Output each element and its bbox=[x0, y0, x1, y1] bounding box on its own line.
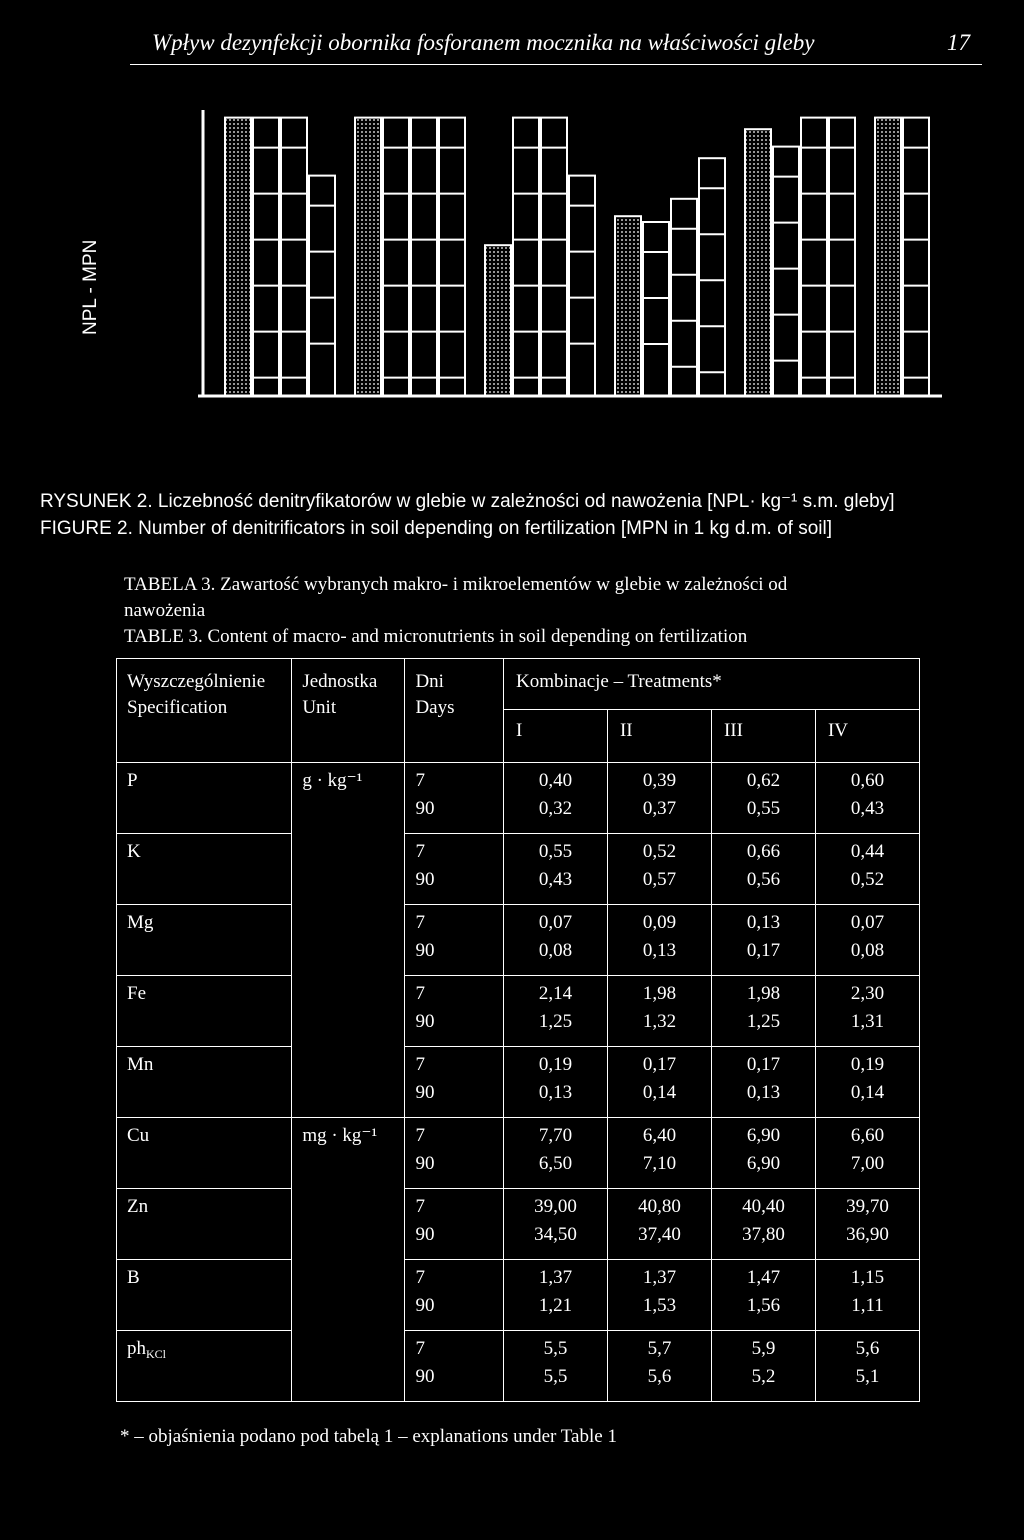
value: 0,43 bbox=[850, 798, 885, 819]
spec-cell bbox=[117, 1118, 292, 1189]
value-cell-I bbox=[503, 905, 607, 976]
value-cell-I bbox=[503, 1331, 607, 1402]
value: 1,32 bbox=[642, 1011, 677, 1032]
value: 0,40 bbox=[538, 770, 573, 791]
value-cell-IV bbox=[815, 763, 919, 834]
value: 0,19 bbox=[850, 1054, 885, 1075]
value: 1,11 bbox=[851, 1295, 884, 1316]
value: 2,30 bbox=[850, 983, 885, 1004]
value: 0,07 bbox=[538, 912, 573, 933]
bar bbox=[439, 118, 465, 396]
value: 0,55 bbox=[538, 841, 573, 862]
bar bbox=[411, 118, 437, 396]
table-footnote: * – objaśnienia podano pod tabelą 1 – explanations under Table 1 bbox=[120, 1426, 617, 1447]
spec-cell bbox=[117, 834, 292, 905]
value: 1,56 bbox=[746, 1295, 781, 1316]
days-value: 7 bbox=[415, 1196, 425, 1217]
value: 1,25 bbox=[538, 1011, 573, 1032]
value: 0,08 bbox=[850, 940, 885, 961]
element-symbol: Cu bbox=[127, 1125, 150, 1146]
element-symbol: Mn bbox=[127, 1054, 154, 1075]
value-cell-IV bbox=[815, 976, 919, 1047]
value: 34,50 bbox=[534, 1224, 577, 1245]
value-cell-III bbox=[711, 976, 815, 1047]
value: 0,60 bbox=[850, 770, 885, 791]
unit-cell bbox=[292, 834, 405, 905]
value: 0,32 bbox=[538, 798, 573, 819]
value-cell-I bbox=[503, 976, 607, 1047]
value: 5,5 bbox=[543, 1366, 568, 1387]
value: 0,14 bbox=[850, 1082, 885, 1103]
value: 1,53 bbox=[642, 1295, 677, 1316]
bar bbox=[541, 118, 567, 396]
element-symbol: ph bbox=[127, 1338, 146, 1359]
days-value: 7 bbox=[415, 1125, 425, 1146]
nutrient-table bbox=[116, 658, 920, 1402]
value-cell-III bbox=[711, 834, 815, 905]
value: 1,98 bbox=[746, 983, 781, 1004]
days-cell bbox=[405, 1331, 504, 1402]
bar bbox=[383, 118, 409, 396]
value-cell-III bbox=[711, 905, 815, 976]
unit-label bbox=[302, 976, 404, 980]
value: 0,52 bbox=[850, 869, 885, 890]
element-symbol: K bbox=[127, 841, 141, 862]
value: 7,70 bbox=[538, 1125, 573, 1146]
value: 0,57 bbox=[642, 869, 677, 890]
element-symbol: B bbox=[127, 1267, 140, 1288]
unit-cell bbox=[292, 1047, 405, 1118]
value: 6,90 bbox=[746, 1125, 781, 1146]
spec-cell bbox=[117, 1189, 292, 1260]
page-number: 17 bbox=[947, 30, 970, 55]
bar bbox=[513, 118, 539, 396]
unit-label: mg · kg⁻¹ bbox=[302, 1125, 378, 1146]
value: 0,17 bbox=[746, 940, 781, 961]
bar-chart bbox=[60, 90, 960, 420]
value-cell-I bbox=[503, 1118, 607, 1189]
bar bbox=[281, 118, 307, 396]
value: 7,10 bbox=[642, 1153, 677, 1174]
value: 0,19 bbox=[538, 1054, 573, 1075]
element-symbol: P bbox=[127, 770, 138, 791]
table-row bbox=[117, 1331, 920, 1402]
unit-cell bbox=[292, 905, 405, 976]
bar bbox=[253, 118, 279, 396]
value-cell-III bbox=[711, 1118, 815, 1189]
table-row bbox=[117, 905, 920, 976]
value-cell-III bbox=[711, 1260, 815, 1331]
value: 5,6 bbox=[647, 1366, 672, 1387]
value: 37,40 bbox=[638, 1224, 681, 1245]
value: 0,37 bbox=[642, 798, 677, 819]
value-cell-II bbox=[607, 1047, 711, 1118]
value: 1,25 bbox=[746, 1011, 781, 1032]
value: 1,98 bbox=[642, 983, 677, 1004]
table-row bbox=[117, 1189, 920, 1260]
value: 2,14 bbox=[538, 983, 573, 1004]
unit-label bbox=[302, 1047, 404, 1051]
days-value: 90 bbox=[415, 940, 435, 961]
table-row bbox=[117, 1047, 920, 1118]
value-cell-III bbox=[711, 763, 815, 834]
value: 0,13 bbox=[746, 1082, 781, 1103]
value-cell-I bbox=[503, 1189, 607, 1260]
days-value: 90 bbox=[415, 1224, 435, 1245]
figure-caption-en: FIGURE 2. Number of denitrificators in soil depending on fertilization [MPN in 1 kg d.m. of soil] bbox=[40, 518, 833, 539]
value: 0,14 bbox=[642, 1082, 677, 1103]
value: 0,17 bbox=[642, 1054, 677, 1075]
spec-cell bbox=[117, 976, 292, 1047]
value: 0,07 bbox=[850, 912, 885, 933]
days-value: 7 bbox=[415, 841, 425, 862]
value: 0,52 bbox=[642, 841, 677, 862]
value-cell-II bbox=[607, 763, 711, 834]
header-spec-en: Specification bbox=[127, 697, 228, 718]
unit-label bbox=[302, 905, 404, 909]
spec-cell bbox=[117, 1260, 292, 1331]
value-cell-III bbox=[711, 1189, 815, 1260]
bar bbox=[355, 118, 381, 396]
value: 7,00 bbox=[850, 1153, 885, 1174]
value: 0,09 bbox=[642, 912, 677, 933]
value: 36,90 bbox=[846, 1224, 889, 1245]
unit-cell bbox=[292, 763, 405, 834]
value: 6,40 bbox=[642, 1125, 677, 1146]
days-value: 90 bbox=[415, 1011, 435, 1032]
spec-cell bbox=[117, 905, 292, 976]
value: 1,37 bbox=[538, 1267, 573, 1288]
value-cell-IV bbox=[815, 1260, 919, 1331]
days-value: 90 bbox=[415, 1153, 435, 1174]
days-value: 7 bbox=[415, 1267, 425, 1288]
value: 0,56 bbox=[746, 869, 781, 890]
table-row bbox=[117, 763, 920, 834]
unit-cell bbox=[292, 1331, 405, 1402]
header-specification bbox=[117, 659, 292, 763]
unit-label bbox=[302, 834, 404, 838]
days-value: 90 bbox=[415, 869, 435, 890]
value: 5,1 bbox=[855, 1366, 880, 1387]
value-cell-I bbox=[503, 1047, 607, 1118]
header-unit-en: Unit bbox=[302, 697, 337, 718]
value: 1,37 bbox=[642, 1267, 677, 1288]
value: 1,21 bbox=[538, 1295, 573, 1316]
header-unit-pl: Jednostka bbox=[302, 671, 378, 692]
value: 5,5 bbox=[543, 1338, 568, 1359]
value: 6,60 bbox=[850, 1125, 885, 1146]
header-unit bbox=[292, 659, 405, 763]
value-cell-II bbox=[607, 1118, 711, 1189]
unit-cell bbox=[292, 976, 405, 1047]
header-col-IV: IV bbox=[815, 710, 919, 763]
value: 0,43 bbox=[538, 869, 573, 890]
value: 0,13 bbox=[642, 940, 677, 961]
table-row bbox=[117, 1118, 920, 1189]
days-value: 7 bbox=[415, 770, 425, 791]
unit-label: g · kg⁻¹ bbox=[302, 770, 363, 791]
bar bbox=[801, 118, 827, 396]
value-cell-IV bbox=[815, 1047, 919, 1118]
table-caption-pl-2: nawożenia bbox=[124, 600, 206, 621]
spec-cell bbox=[117, 1047, 292, 1118]
value: 0,13 bbox=[538, 1082, 573, 1103]
y-axis-label: NPL - MPN bbox=[80, 239, 101, 335]
element-symbol: Fe bbox=[127, 983, 146, 1004]
value-cell-IV bbox=[815, 834, 919, 905]
value: 0,44 bbox=[850, 841, 885, 862]
unit-cell bbox=[292, 1189, 405, 1260]
value: 40,40 bbox=[742, 1196, 785, 1217]
value: 5,9 bbox=[751, 1338, 776, 1359]
unit-label bbox=[302, 1189, 404, 1193]
value: 5,7 bbox=[647, 1338, 672, 1359]
unit-label bbox=[302, 1260, 404, 1264]
spec-cell bbox=[117, 1331, 292, 1402]
value: 5,6 bbox=[855, 1338, 880, 1359]
table-row bbox=[117, 976, 920, 1047]
value: 0,62 bbox=[746, 770, 781, 791]
bar bbox=[569, 176, 595, 396]
days-value: 7 bbox=[415, 983, 425, 1004]
days-value: 7 bbox=[415, 1338, 425, 1359]
value: 39,70 bbox=[846, 1196, 889, 1217]
header-col-I: I bbox=[503, 710, 607, 763]
value: 1,15 bbox=[850, 1267, 885, 1288]
header-days-en: Days bbox=[415, 697, 455, 718]
bar bbox=[903, 118, 929, 396]
value: 40,80 bbox=[638, 1196, 681, 1217]
value-cell-I bbox=[503, 763, 607, 834]
bar bbox=[643, 222, 669, 396]
value: 0,08 bbox=[538, 940, 573, 961]
value-cell-IV bbox=[815, 1189, 919, 1260]
bar bbox=[745, 129, 771, 396]
table-header-row bbox=[117, 659, 920, 710]
value-cell-I bbox=[503, 1260, 607, 1331]
days-value: 7 bbox=[415, 1054, 425, 1075]
value: 0,13 bbox=[746, 912, 781, 933]
bar bbox=[875, 118, 901, 396]
value-cell-II bbox=[607, 976, 711, 1047]
element-subscript: KCl bbox=[146, 1347, 167, 1361]
days-cell bbox=[405, 1189, 504, 1260]
bar bbox=[699, 158, 725, 396]
bar bbox=[225, 118, 251, 396]
value: 0,66 bbox=[746, 841, 781, 862]
table-row bbox=[117, 1260, 920, 1331]
days-cell bbox=[405, 976, 504, 1047]
bar-chart-svg bbox=[60, 90, 960, 420]
header-col-III: III bbox=[711, 710, 815, 763]
value: 39,00 bbox=[534, 1196, 577, 1217]
days-cell bbox=[405, 1118, 504, 1189]
value: 1,31 bbox=[850, 1011, 885, 1032]
value-cell-II bbox=[607, 1189, 711, 1260]
value: 1,47 bbox=[746, 1267, 781, 1288]
element-symbol: Mg bbox=[127, 912, 154, 933]
days-value: 7 bbox=[415, 912, 425, 933]
days-value: 90 bbox=[415, 1295, 435, 1316]
days-cell bbox=[405, 1047, 504, 1118]
value-cell-IV bbox=[815, 1118, 919, 1189]
element-symbol: Zn bbox=[127, 1196, 149, 1217]
header-col-II: II bbox=[607, 710, 711, 763]
value-cell-III bbox=[711, 1331, 815, 1402]
value-cell-II bbox=[607, 1331, 711, 1402]
running-title: Wpływ dezynfekcji obornika fosforanem mocznika na właściwości gleby bbox=[152, 30, 815, 55]
spec-cell bbox=[117, 763, 292, 834]
bar bbox=[309, 176, 335, 396]
unit-cell bbox=[292, 1118, 405, 1189]
header-rule bbox=[130, 64, 982, 65]
days-cell bbox=[405, 1260, 504, 1331]
value-cell-II bbox=[607, 905, 711, 976]
bar bbox=[485, 245, 511, 396]
days-cell bbox=[405, 834, 504, 905]
header-days-pl: Dni bbox=[415, 671, 444, 692]
value: 5,2 bbox=[751, 1366, 776, 1387]
value-cell-II bbox=[607, 1260, 711, 1331]
days-value: 90 bbox=[415, 1082, 435, 1103]
figure-caption-pl: RYSUNEK 2. Liczebność denitryfikatorów w glebie w zależności od nawożenia [NPL· kg⁻¹ s.m. gleby] bbox=[40, 491, 895, 512]
header-spec-pl: Wyszczególnienie bbox=[127, 671, 266, 692]
value: 0,39 bbox=[642, 770, 677, 791]
days-value: 90 bbox=[415, 1366, 435, 1387]
header-treatments: Kombinacje – Treatments* bbox=[503, 659, 919, 710]
value-cell-IV bbox=[815, 1331, 919, 1402]
table-caption-pl-1: TABELA 3. Zawartość wybranych makro- i mikroelementów w glebie w zależności od bbox=[124, 574, 788, 595]
bar bbox=[829, 118, 855, 396]
value-cell-II bbox=[607, 834, 711, 905]
value-cell-IV bbox=[815, 905, 919, 976]
bar bbox=[773, 147, 799, 396]
value: 37,80 bbox=[742, 1224, 785, 1245]
table-row bbox=[117, 834, 920, 905]
bar bbox=[615, 216, 641, 396]
value: 0,17 bbox=[746, 1054, 781, 1075]
value-cell-I bbox=[503, 834, 607, 905]
unit-label bbox=[302, 1331, 404, 1335]
value: 0,55 bbox=[746, 798, 781, 819]
value: 6,90 bbox=[746, 1153, 781, 1174]
value: 6,50 bbox=[538, 1153, 573, 1174]
days-cell bbox=[405, 905, 504, 976]
days-cell bbox=[405, 763, 504, 834]
days-value: 90 bbox=[415, 798, 435, 819]
unit-cell bbox=[292, 1260, 405, 1331]
header-days bbox=[405, 659, 504, 763]
value-cell-III bbox=[711, 1047, 815, 1118]
table-caption-en: TABLE 3. Content of macro- and micronutrients in soil depending on fertilization bbox=[124, 626, 748, 647]
